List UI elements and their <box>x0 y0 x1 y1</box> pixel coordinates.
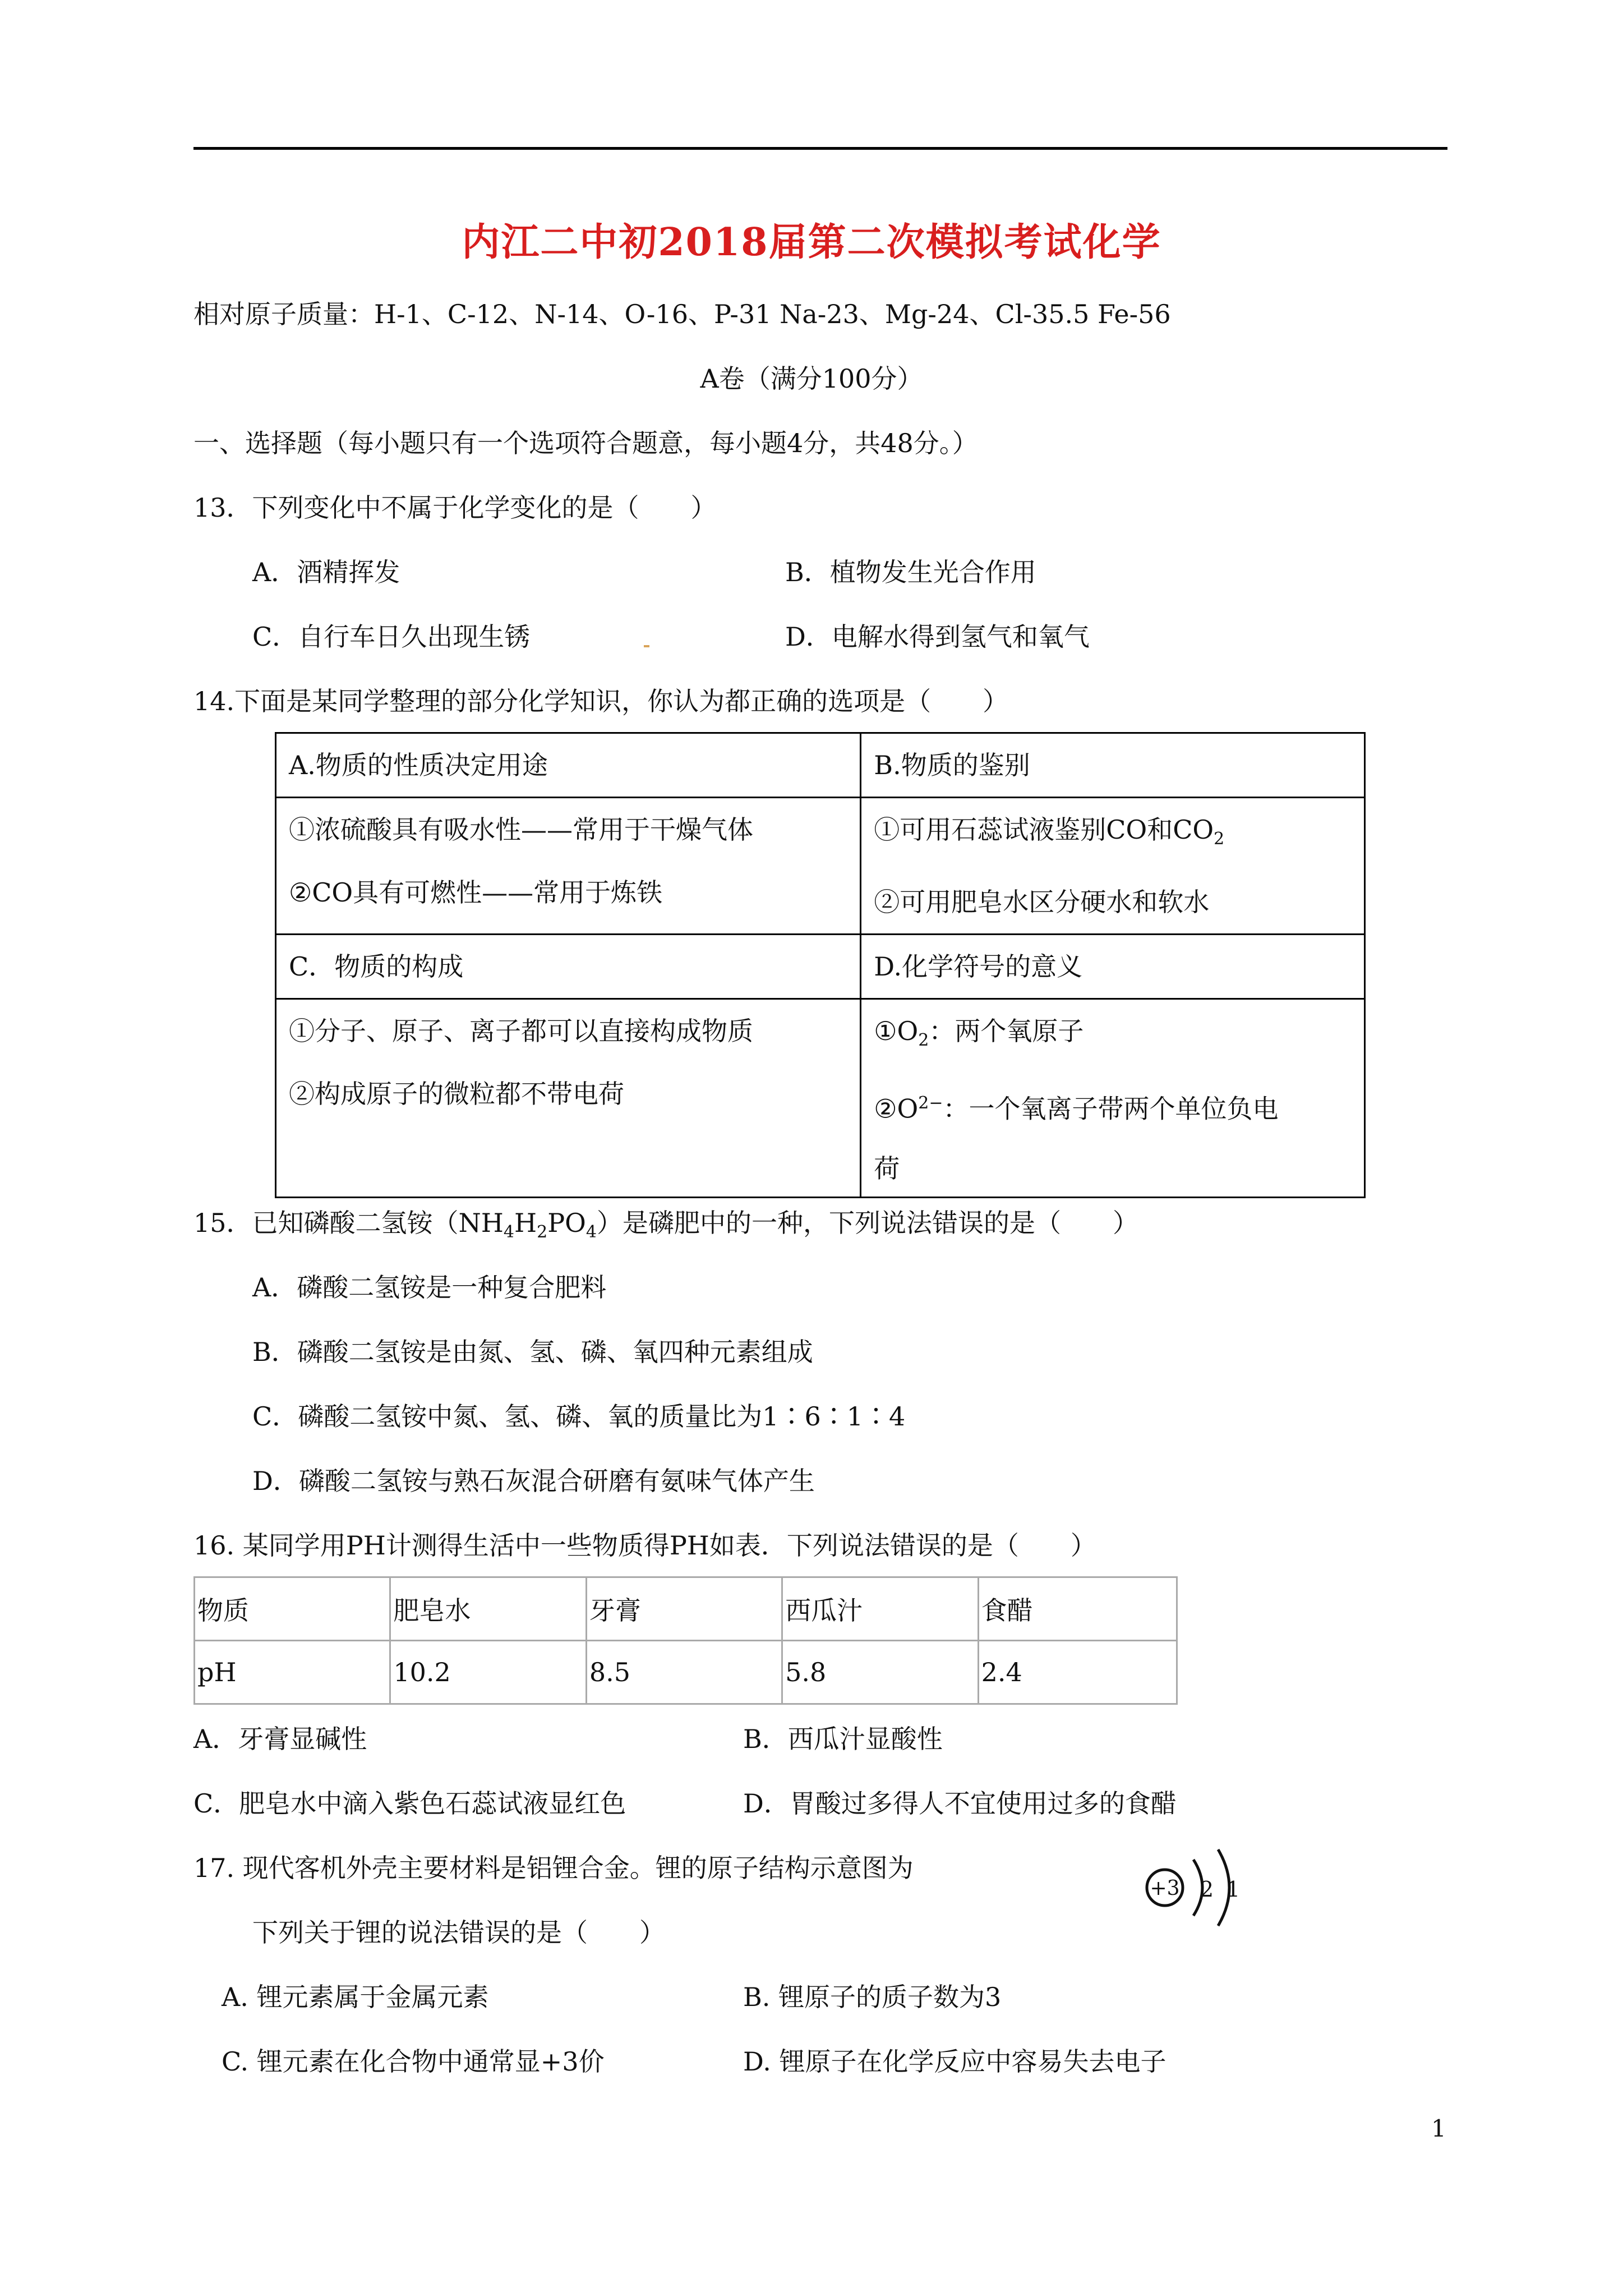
q16-stem: 16. 某同学用PH计测得生活中一些物质得PH如表．下列说法错误的是（ ） <box>193 1530 1096 1561</box>
ph-header-toothpaste: 牙膏 <box>586 1577 782 1641</box>
cell-c-head: C．物质的构成 <box>276 935 861 999</box>
shell-2-electrons: 1 <box>1226 1877 1241 1902</box>
cell-a-body: ①浓硫酸具有吸水性——常用于干燥气体 ②CO具有可燃性——常用于炼铁 <box>276 798 861 935</box>
q13-stem: 13．下列变化中不属于化学变化的是（ ） <box>193 493 717 523</box>
cell-b-head: B.物质的鉴别 <box>861 733 1365 798</box>
ph-header-substance: 物质 <box>195 1577 390 1641</box>
q17-option-c: C. 锂元素在化合物中通常显+3价 <box>222 2046 605 2077</box>
knowledge-table <box>275 732 1366 1198</box>
ph-header-watermelon-juice: 西瓜汁 <box>782 1577 978 1641</box>
q15-stem: 15．已知磷酸二氢铵$(NH_4H_2PO_4)$是磷肥中的一种，下列说法错误的是（ ） <box>193 1208 1138 1243</box>
shell-1-electrons: 2 <box>1200 1877 1214 1902</box>
q15-option-b: B．磷酸二氢铵是由氮、氢、磷、氧四种元素组成 <box>252 1337 813 1367</box>
q13-option-b: B．植物发生光合作用 <box>785 557 1036 587</box>
ph-value-watermelon-juice: 5.8 <box>782 1641 978 1704</box>
ph-header-soap-water: 肥皂水 <box>390 1577 586 1641</box>
volume-label: A卷（满分100分） <box>700 364 923 394</box>
lithium-atom-diagram <box>1140 1843 1252 1932</box>
header-rule <box>193 147 1447 150</box>
q17-option-b: B. 锂原子的质子数为3 <box>743 1982 1002 2012</box>
section-heading: 一、选择题（每小题只有一个选项符合题意，每小题4分，共48分。） <box>193 428 978 458</box>
q16-option-b: B．西瓜汁显酸性 <box>743 1724 943 1754</box>
q16-option-a: A．牙膏显碱性 <box>193 1724 367 1754</box>
cell-d-body: $①O_2$：两个氧原子 $②O^{2-}$：一个氧离子带两个单位负电 荷 <box>861 999 1365 1198</box>
cell-d-head: D.化学符号的意义 <box>861 935 1365 999</box>
q14-stem: 14.下面是某同学整理的部分化学知识，你认为都正确的选项是（ ） <box>193 686 1009 716</box>
q13-option-a: A．酒精挥发 <box>252 557 400 587</box>
page-number: 1 <box>1431 2115 1446 2142</box>
q13-option-d: D．电解水得到氢气和氧气 <box>785 622 1090 652</box>
q13-option-c: C．自行车日久出现生锈 <box>252 622 531 652</box>
q16-option-d: D．胃酸过多得人不宜使用过多的食醋 <box>743 1788 1177 1819</box>
ph-row-label: pH <box>195 1641 390 1704</box>
ph-value-toothpaste: 8.5 <box>586 1641 782 1704</box>
q15-option-c: C．磷酸二氢铵中氮、氢、磷、氧的质量比为1∶6∶1∶4 <box>252 1401 906 1432</box>
stray-mark <box>644 645 649 647</box>
q17-stem-2: 下列关于锂的说法错误的是（ ） <box>252 1917 665 1948</box>
exam-title: 内江二中初2018届第二次模拟考试化学 <box>462 220 1161 265</box>
ph-value-soap-water: 10.2 <box>390 1641 586 1704</box>
cell-b-body: ①可用石蕊试液鉴别CO和$CO_2$ ②可用肥皂水区分硬水和软水 <box>861 798 1365 935</box>
ph-value-vinegar: 2.4 <box>978 1641 1177 1704</box>
q17-option-d: D. 锂原子在化学反应中容易失去电子 <box>743 2046 1166 2077</box>
q15-option-a: A．磷酸二氢铵是一种复合肥料 <box>252 1272 607 1303</box>
cell-c-body: ①分子、原子、离子都可以直接构成物质 ②构成原子的微粒都不带电荷 <box>276 999 861 1198</box>
ph-header-vinegar: 食醋 <box>978 1577 1177 1641</box>
q15-option-d: D．磷酸二氢铵与熟石灰混合研磨有氨味气体产生 <box>252 1466 815 1496</box>
q16-option-c: C．肥皂水中滴入紫色石蕊试液显红色 <box>193 1788 626 1819</box>
q17-option-a: A. 锂元素属于金属元素 <box>222 1982 489 2012</box>
atomic-masses: 相对原子质量：H-1、C-12、N-14、O-16、P-31 Na-23、Mg-24、Cl-35.5 Fe-56 <box>193 299 1171 329</box>
q17-stem: 17. 现代客机外壳主要材料是铝锂合金。锂的原子结构示意图为 <box>193 1853 914 1883</box>
ph-table <box>193 1576 1178 1705</box>
cell-a-head: A.物质的性质决定用途 <box>276 733 861 798</box>
nucleus-charge: +3 <box>1150 1877 1180 1900</box>
